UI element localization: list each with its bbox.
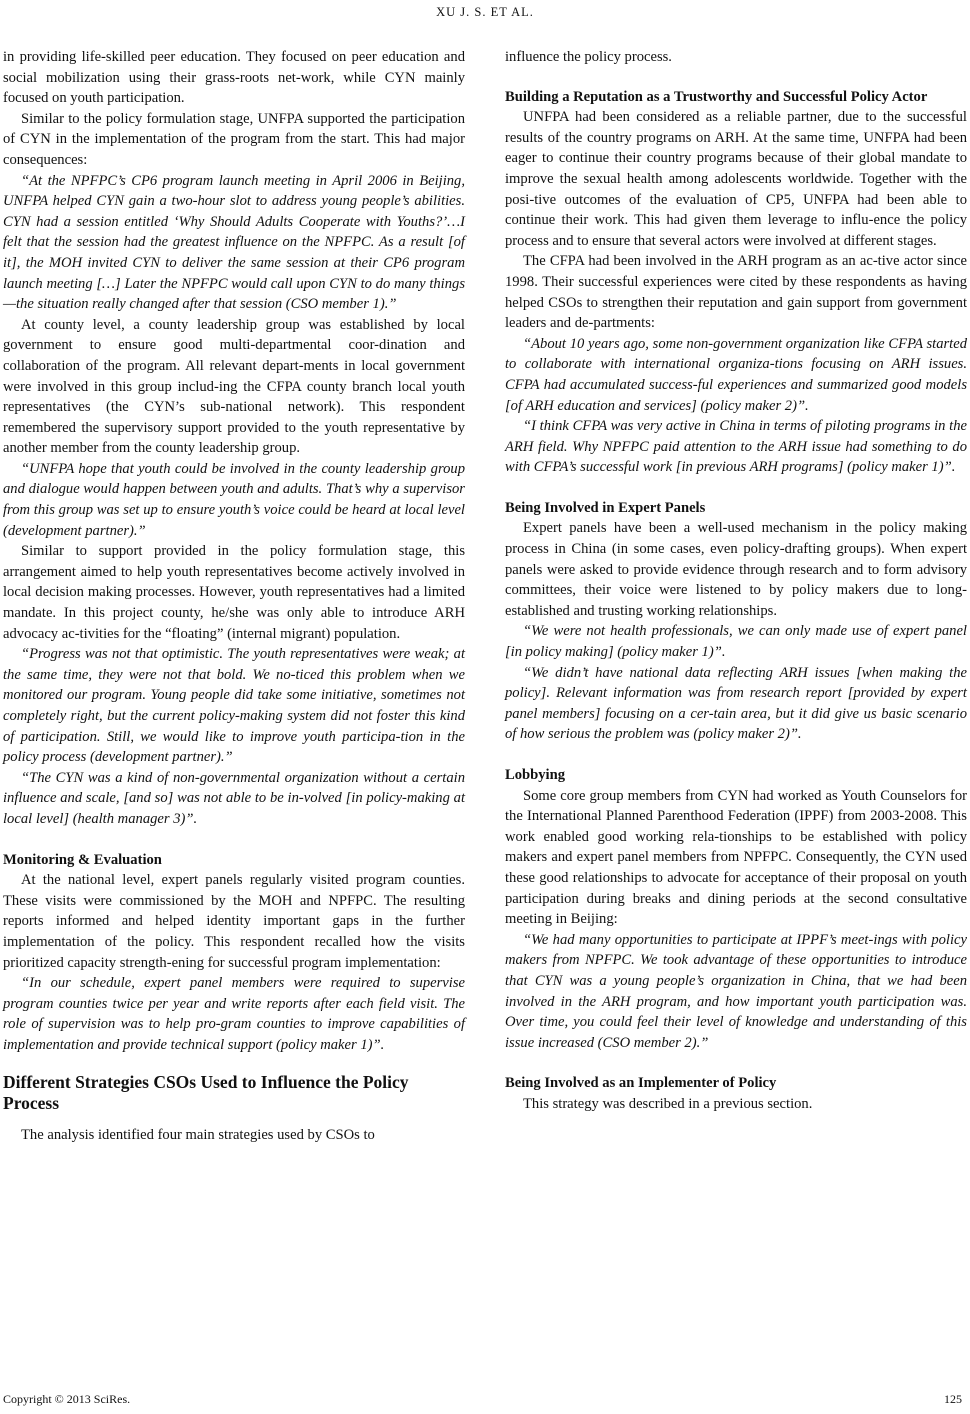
paragraph: Similar to support provided in the policy formulation stage, this arrangement aimed to help youth representatives become actively involved in local decision making processes. However, youth representatives had a limited mandate. In this project county, he/she was only able to introduce ARH advocacy ac-tivities for the “floating” (internal migrant) population. (3, 543, 465, 642)
copyright-footer: Copyright © 2013 SciRes. (3, 1392, 131, 1406)
paragraph: This strategy was described in a previous section. (523, 1095, 813, 1112)
paragraph: UNFPA had been considered as a reliable partner, due to the successful results of the country programs on ARH. At the same time, UNFPA had been eager to continue their country programs because of their global mandate to improve the sexual health among adolescents worldwide. Together with the posi-tive outcomes of the evaluation of CP5, UNFPA had been able to continue their work. This had given them leverage to influ-ence the policy process and to ensure that several actors were involved at different stages. (505, 109, 967, 249)
paragraph: At the national level, expert panels regularly visited program counties. These visits were commissioned by the MOH and NPFPC. The resulting reports informed and helped identity important gaps in the further implementation of the policy. This respondent recalled how the visits prioritized capacity strength-ening for successful program implementation: (3, 872, 465, 971)
interview-quote: “About 10 years ago, some non-government organization like CFPA started to collaborate with international organiza-tions focusing on ARH issues. CFPA had accumulated success-ful experiences and summarized good models [of ARH education and services] (policy maker 2)”. (505, 335, 967, 414)
right-column (505, 47, 967, 1115)
interview-quote: “I think CFPA was very active in China in terms of piloting programs in the ARH field. Why NPFPC paid attention to the ARH issue had something to do with CFPA’s successful work [in previous ARH programs] (policy maker 1)”. (505, 418, 967, 476)
interview-quote: “Progress was not that optimistic. The youth representatives were weak; at the same time, they were not that bold. We no-ticed this problem when we monitored our program. Young people did take some initiative, sometimes not completely right, but the current policy-making system did not foster this kind of participation. Still, we would like to improve youth participa-tion in the policy process (development partner).” (3, 646, 465, 766)
paragraph: Similar to the policy formulation stage, UNFPA supported the participation of CYN in the implementation of the program from the start. This had major consequences: (3, 110, 465, 168)
interview-quote: “In our schedule, expert panel members were required to supervise program counties twice per year and write reports after each field visit. The role of supervision was to help pro-gram counties to improve capabilities of implementation and provide technical support (policy maker 1)”. (3, 975, 465, 1053)
subsection-heading: Lobbying (505, 767, 566, 783)
paragraph: The analysis identified four main strategies used by CSOs to (21, 1126, 375, 1143)
subsection-heading: Monitoring & Evaluation (3, 851, 162, 868)
paragraph: in providing life-skilled peer education. They focused on peer education and social mobilization using their grass-roots net-work, while CYN mainly focused on youth participation. (3, 49, 465, 107)
paragraph: At county level, a county leadership group was established by local government to ensure good multi-departmental coor-dination and collaboration of the program. All relevant depart-ments in local government were involved in this group includ-ing the CFPA county branch local youth representatives (the CYN’s sub-national network). This respondent remembered the supervisory support provided to the youth representative by another member from the county leadership group. (3, 316, 465, 457)
subsection-heading: Being Involved in Expert Panels (505, 499, 706, 516)
paragraph: The CFPA had been involved in the ARH program as an ac-tive actor since 1998. Their successful experiences were cited by these respondents as having helped CSOs to strengthen their reputation and gain support from government leaders and de-partments: (505, 253, 967, 332)
interview-quote: “We had many opportunities to participate at IPPF’s meet-ings with policy makers from NPFPC. We took advantage of these opportunities to introduce that CYN was a young people’s organization in China, that we had been involved in the ARH program, and how important youth participation was. Over time, you could feel their level of knowledge and understanding of this issue increased (CSO member 2).” (505, 931, 967, 1051)
interview-quote: “We were not health professionals, we can only made use of expert panel [in policy making] (policy maker 1)”. (505, 623, 967, 661)
paragraph: Expert panels have been a well-used mechanism in the policy making process in China (in some cases, even policy-drafting groups). When expert panels were asked to provide evidence through research and to form advisory committees, their voice were listened to by policy makers due to long-established and trusting working relationships. (505, 520, 967, 619)
paragraph: Some core group members from CYN had worked as Youth Counselors for the International Planned Parenthood Federation (IPPF) from 2003-2008. This work enabled good working rela-tionships to be established with policy makers and expert panel members from NPFPC. Consequently, the CYN used these good relationships to advocate for acceptance of their proposal on youth participation during breaks and dining periods at the second consultative meeting in Beijing: (505, 787, 967, 928)
paragraph: influence the policy process. (505, 49, 672, 65)
subsection-heading: Building a Reputation as a Trustworthy and Successful Policy Actor (505, 88, 928, 105)
subsection-heading: Being Involved as an Implementer of Policy (505, 1075, 777, 1092)
section-heading: Different Strategies CSOs Used to Influence the Policy Process (3, 1071, 409, 1113)
interview-quote: “We didn’t have national data reflecting ARH issues [when making the policy]. Relevant information was from research report [provided by expert panel members] focusing on a cer-tain area, but it did give us basic scenario of how serious the problem was (policy maker 2)”. (505, 664, 967, 743)
running-header: XU J. S. ET AL. (436, 5, 534, 19)
left-column (3, 47, 465, 1145)
interview-quote: “At the NPFPC’s CP6 program launch meeting in April 2006 in Beijing, UNFPA helped CYN gain a two-hour slot to address young people’s abilities. CYN had a session entitled ‘Why Should Adults Cooperate with Youths?’…I felt that the session had the greatest influence on the NPFPC. As a result [of it], the MOH invited CYN to deliver the same session at their CP6 program launch meeting […] Later the NPFPC would call upon CYN to do many things—the situation really changed after that session (CSO member 1).” (3, 172, 465, 313)
interview-quote: “UNFPA hope that youth could be involved in the county leadership group and dialogue would happen between youth and adults. That’s why a supervisor from this group was set up to ensure youth’s voice could be heard at local level (development partner).” (3, 460, 465, 539)
interview-quote: “The CYN was a kind of non-governmental organization without a certain influence and scale, [and so] was not able to be in-volved [in policy-making at local level] (health manager 3)”. (3, 769, 465, 827)
page-number: 125 (944, 1392, 962, 1406)
